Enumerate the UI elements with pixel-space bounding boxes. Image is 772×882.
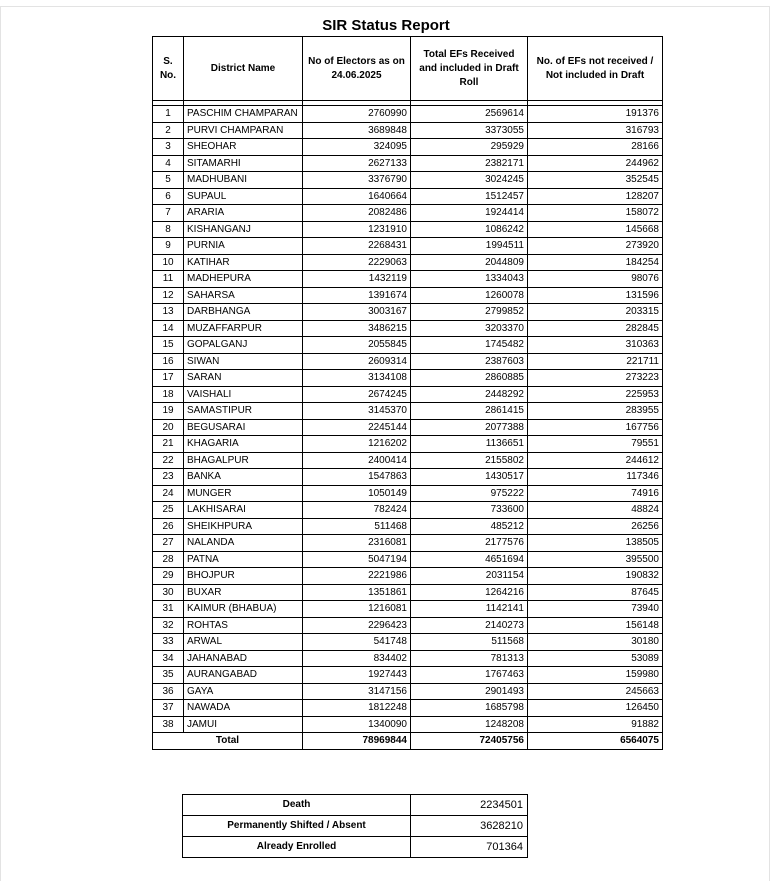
cell-sno: 13 — [153, 304, 184, 321]
cell-electors: 2760990 — [303, 106, 411, 123]
cell-not-received: 28166 — [528, 139, 663, 156]
table-row — [153, 700, 663, 717]
cell-district-name: BHAGALPUR — [184, 452, 303, 469]
cell-district-name: BEGUSARAI — [184, 419, 303, 436]
table-row — [153, 320, 663, 337]
cell-not-received: 184254 — [528, 254, 663, 271]
cell-electors: 1231910 — [303, 221, 411, 238]
cell-electors: 1432119 — [303, 271, 411, 288]
cell-received: 1136651 — [411, 436, 528, 453]
cell-received: 1086242 — [411, 221, 528, 238]
cell-electors: 2268431 — [303, 238, 411, 255]
total-not-received: 6564075 — [528, 733, 663, 750]
cell-district-name: BANKA — [184, 469, 303, 486]
cell-sno: 26 — [153, 518, 184, 535]
cell-not-received: 310363 — [528, 337, 663, 354]
cell-received: 975222 — [411, 485, 528, 502]
cell-received: 3373055 — [411, 122, 528, 139]
cell-electors: 834402 — [303, 650, 411, 667]
cell-received: 2861415 — [411, 403, 528, 420]
cell-received: 1430517 — [411, 469, 528, 486]
cell-received: 3024245 — [411, 172, 528, 189]
cell-sno: 32 — [153, 617, 184, 634]
cell-received: 1924414 — [411, 205, 528, 222]
cell-electors: 2627133 — [303, 155, 411, 172]
cell-district-name: KISHANGANJ — [184, 221, 303, 238]
cell-district-name: ARARIA — [184, 205, 303, 222]
cell-district-name: MUNGER — [184, 485, 303, 502]
cell-district-name: ARWAL — [184, 634, 303, 651]
cell-sno: 30 — [153, 584, 184, 601]
table-row — [153, 205, 663, 222]
cell-not-received: 53089 — [528, 650, 663, 667]
cell-not-received: 48824 — [528, 502, 663, 519]
cell-electors: 2055845 — [303, 337, 411, 354]
cell-district-name: NAWADA — [184, 700, 303, 717]
cell-electors: 541748 — [303, 634, 411, 651]
cell-not-received: 98076 — [528, 271, 663, 288]
cell-received: 1334043 — [411, 271, 528, 288]
cell-sno: 33 — [153, 634, 184, 651]
cell-not-received: 74916 — [528, 485, 663, 502]
cell-electors: 3145370 — [303, 403, 411, 420]
table-row — [153, 568, 663, 585]
cell-sno: 35 — [153, 667, 184, 684]
cell-district-name: SUPAUL — [184, 188, 303, 205]
cell-electors: 2316081 — [303, 535, 411, 552]
cell-district-name: KAIMUR (BHABUA) — [184, 601, 303, 618]
cell-district-name: DARBHANGA — [184, 304, 303, 321]
cell-received: 295929 — [411, 139, 528, 156]
cell-not-received: 273920 — [528, 238, 663, 255]
cell-received: 2799852 — [411, 304, 528, 321]
cell-received: 2387603 — [411, 353, 528, 370]
total-electors: 78969844 — [303, 733, 411, 750]
total-label: Total — [153, 733, 303, 750]
table-row — [153, 254, 663, 271]
cell-sno: 28 — [153, 551, 184, 568]
cell-district-name: PURVI CHAMPARAN — [184, 122, 303, 139]
cell-received: 2860885 — [411, 370, 528, 387]
cell-not-received: 117346 — [528, 469, 663, 486]
cell-district-name: SITAMARHI — [184, 155, 303, 172]
cell-received: 2044809 — [411, 254, 528, 271]
cell-sno: 2 — [153, 122, 184, 139]
table-row — [153, 287, 663, 304]
table-row — [153, 337, 663, 354]
cell-electors: 3376790 — [303, 172, 411, 189]
table-row — [153, 436, 663, 453]
table-row — [153, 452, 663, 469]
cell-not-received: 244962 — [528, 155, 663, 172]
cell-electors: 2296423 — [303, 617, 411, 634]
cell-received: 1264216 — [411, 584, 528, 601]
cell-electors: 1927443 — [303, 667, 411, 684]
cell-district-name: MUZAFFARPUR — [184, 320, 303, 337]
cell-sno: 7 — [153, 205, 184, 222]
table-header-row — [153, 37, 663, 101]
table-row — [153, 106, 663, 123]
cell-sno: 23 — [153, 469, 184, 486]
cell-sno: 8 — [153, 221, 184, 238]
cell-not-received: 91882 — [528, 716, 663, 733]
cell-not-received: 138505 — [528, 535, 663, 552]
cell-electors: 1216081 — [303, 601, 411, 618]
header-electors: No of Electors as on 24.06.2025 — [303, 37, 411, 101]
cell-electors: 1547863 — [303, 469, 411, 486]
cell-sno: 10 — [153, 254, 184, 271]
cell-not-received: 225953 — [528, 386, 663, 403]
table-row — [153, 353, 663, 370]
cell-district-name: BHOJPUR — [184, 568, 303, 585]
cell-district-name: AURANGABAD — [184, 667, 303, 684]
cell-electors: 1391674 — [303, 287, 411, 304]
table-row — [153, 238, 663, 255]
cell-sno: 4 — [153, 155, 184, 172]
cell-sno: 3 — [153, 139, 184, 156]
cell-sno: 34 — [153, 650, 184, 667]
table-row — [153, 683, 663, 700]
cell-not-received: 190832 — [528, 568, 663, 585]
cell-not-received: 26256 — [528, 518, 663, 535]
cell-sno: 31 — [153, 601, 184, 618]
table-row — [153, 716, 663, 733]
cell-not-received: 128207 — [528, 188, 663, 205]
cell-received: 1994511 — [411, 238, 528, 255]
cell-district-name: KHAGARIA — [184, 436, 303, 453]
cell-district-name: KATIHAR — [184, 254, 303, 271]
table-row — [153, 485, 663, 502]
cell-district-name: SARAN — [184, 370, 303, 387]
summary-row — [183, 816, 528, 837]
cell-not-received: 167756 — [528, 419, 663, 436]
cell-received: 1745482 — [411, 337, 528, 354]
cell-district-name: SIWAN — [184, 353, 303, 370]
cell-not-received: 283955 — [528, 403, 663, 420]
cell-sno: 16 — [153, 353, 184, 370]
cell-not-received: 245663 — [528, 683, 663, 700]
total-row — [153, 733, 663, 750]
total-received: 72405756 — [411, 733, 528, 750]
summary-label: Death — [183, 795, 411, 816]
cell-sno: 14 — [153, 320, 184, 337]
cell-sno: 5 — [153, 172, 184, 189]
cell-received: 781313 — [411, 650, 528, 667]
cell-electors: 1216202 — [303, 436, 411, 453]
cell-electors: 324095 — [303, 139, 411, 156]
header-not-received: No. of EFs not received / Not included in Draft — [528, 37, 663, 101]
cell-not-received: 273223 — [528, 370, 663, 387]
cell-received: 511568 — [411, 634, 528, 651]
cell-district-name: PATNA — [184, 551, 303, 568]
cell-district-name: JAHANABAD — [184, 650, 303, 667]
summary-label: Already Enrolled — [183, 837, 411, 858]
cell-electors: 3147156 — [303, 683, 411, 700]
cell-sno: 12 — [153, 287, 184, 304]
cell-not-received: 126450 — [528, 700, 663, 717]
cell-sno: 9 — [153, 238, 184, 255]
cell-district-name: VAISHALI — [184, 386, 303, 403]
cell-electors: 2229063 — [303, 254, 411, 271]
cell-sno: 36 — [153, 683, 184, 700]
cell-received: 1512457 — [411, 188, 528, 205]
cell-electors: 2609314 — [303, 353, 411, 370]
table-row — [153, 469, 663, 486]
cell-sno: 20 — [153, 419, 184, 436]
cell-district-name: SAMASTIPUR — [184, 403, 303, 420]
table-row — [153, 304, 663, 321]
table-row — [153, 601, 663, 618]
header-received: Total EFs Received and included in Draft Roll — [411, 37, 528, 101]
cell-electors: 1351861 — [303, 584, 411, 601]
cell-district-name: SHEIKHPURA — [184, 518, 303, 535]
table-row — [153, 221, 663, 238]
cell-electors: 1640664 — [303, 188, 411, 205]
cell-not-received: 30180 — [528, 634, 663, 651]
summary-row — [183, 795, 528, 816]
cell-not-received: 316793 — [528, 122, 663, 139]
cell-sno: 27 — [153, 535, 184, 552]
cell-electors: 2245144 — [303, 419, 411, 436]
table-row — [153, 650, 663, 667]
cell-district-name: NALANDA — [184, 535, 303, 552]
cell-received: 2382171 — [411, 155, 528, 172]
cell-electors: 2674245 — [303, 386, 411, 403]
summary-label: Permanently Shifted / Absent — [183, 816, 411, 837]
cell-electors: 3486215 — [303, 320, 411, 337]
cell-district-name: PASCHIM CHAMPARAN — [184, 106, 303, 123]
cell-district-name: JAMUI — [184, 716, 303, 733]
cell-sno: 1 — [153, 106, 184, 123]
cell-not-received: 79551 — [528, 436, 663, 453]
cell-district-name: SAHARSA — [184, 287, 303, 304]
cell-received: 1767463 — [411, 667, 528, 684]
table-row — [153, 634, 663, 651]
cell-sno: 29 — [153, 568, 184, 585]
table-row — [153, 188, 663, 205]
cell-sno: 37 — [153, 700, 184, 717]
cell-electors: 2082486 — [303, 205, 411, 222]
cell-electors: 511468 — [303, 518, 411, 535]
table-row — [153, 155, 663, 172]
cell-not-received: 73940 — [528, 601, 663, 618]
cell-not-received: 145668 — [528, 221, 663, 238]
cell-electors: 1340090 — [303, 716, 411, 733]
table-row — [153, 403, 663, 420]
cell-received: 1142141 — [411, 601, 528, 618]
cell-received: 733600 — [411, 502, 528, 519]
table-row — [153, 535, 663, 552]
table-row — [153, 370, 663, 387]
cell-not-received: 244612 — [528, 452, 663, 469]
cell-received: 4651694 — [411, 551, 528, 568]
cell-received: 2077388 — [411, 419, 528, 436]
table-row — [153, 122, 663, 139]
cell-not-received: 158072 — [528, 205, 663, 222]
cell-sno: 25 — [153, 502, 184, 519]
cell-received: 1248208 — [411, 716, 528, 733]
cell-received: 3203370 — [411, 320, 528, 337]
summary-row — [183, 837, 528, 858]
cell-electors: 3134108 — [303, 370, 411, 387]
cell-sno: 18 — [153, 386, 184, 403]
summary-value: 3628210 — [411, 816, 528, 837]
cell-district-name: GOPALGANJ — [184, 337, 303, 354]
cell-not-received: 156148 — [528, 617, 663, 634]
cell-received: 2901493 — [411, 683, 528, 700]
table-row — [153, 419, 663, 436]
table-row — [153, 386, 663, 403]
cell-electors: 2221986 — [303, 568, 411, 585]
table-row — [153, 502, 663, 519]
cell-received: 1260078 — [411, 287, 528, 304]
cell-not-received: 203315 — [528, 304, 663, 321]
cell-electors: 2400414 — [303, 452, 411, 469]
table-row — [153, 518, 663, 535]
cell-district-name: MADHUBANI — [184, 172, 303, 189]
table-row — [153, 617, 663, 634]
cell-received: 2448292 — [411, 386, 528, 403]
cell-sno: 38 — [153, 716, 184, 733]
cell-sno: 15 — [153, 337, 184, 354]
cell-not-received: 159980 — [528, 667, 663, 684]
cell-district-name: BUXAR — [184, 584, 303, 601]
cell-received: 2155802 — [411, 452, 528, 469]
cell-not-received: 191376 — [528, 106, 663, 123]
cell-electors: 1050149 — [303, 485, 411, 502]
cell-electors: 3003167 — [303, 304, 411, 321]
cell-not-received: 131596 — [528, 287, 663, 304]
cell-sno: 22 — [153, 452, 184, 469]
cell-sno: 24 — [153, 485, 184, 502]
table-row — [153, 172, 663, 189]
cell-not-received: 87645 — [528, 584, 663, 601]
cell-sno: 6 — [153, 188, 184, 205]
cell-district-name: SHEOHAR — [184, 139, 303, 156]
cell-received: 2177576 — [411, 535, 528, 552]
cell-district-name: PURNIA — [184, 238, 303, 255]
cell-received: 2140273 — [411, 617, 528, 634]
cell-not-received: 282845 — [528, 320, 663, 337]
cell-received: 485212 — [411, 518, 528, 535]
cell-sno: 21 — [153, 436, 184, 453]
cell-sno: 11 — [153, 271, 184, 288]
cell-sno: 19 — [153, 403, 184, 420]
table-row — [153, 271, 663, 288]
table-row — [153, 551, 663, 568]
district-status-table — [152, 36, 663, 750]
report-title: SIR Status Report — [322, 17, 450, 34]
header-district: District Name — [184, 37, 303, 101]
cell-electors: 3689848 — [303, 122, 411, 139]
cell-district-name: LAKHISARAI — [184, 502, 303, 519]
cell-not-received: 395500 — [528, 551, 663, 568]
summary-table — [182, 794, 528, 858]
cell-district-name: ROHTAS — [184, 617, 303, 634]
cell-received: 2031154 — [411, 568, 528, 585]
cell-district-name: MADHEPURA — [184, 271, 303, 288]
summary-value: 701364 — [411, 837, 528, 858]
cell-received: 1685798 — [411, 700, 528, 717]
cell-sno: 17 — [153, 370, 184, 387]
table-row — [153, 139, 663, 156]
summary-value: 2234501 — [411, 795, 528, 816]
cell-district-name: GAYA — [184, 683, 303, 700]
cell-electors: 5047194 — [303, 551, 411, 568]
cell-not-received: 352545 — [528, 172, 663, 189]
cell-not-received: 221711 — [528, 353, 663, 370]
table-row — [153, 667, 663, 684]
cell-electors: 782424 — [303, 502, 411, 519]
cell-electors: 1812248 — [303, 700, 411, 717]
table-row — [153, 584, 663, 601]
cell-received: 2569614 — [411, 106, 528, 123]
header-sno: S. No. — [153, 37, 184, 101]
